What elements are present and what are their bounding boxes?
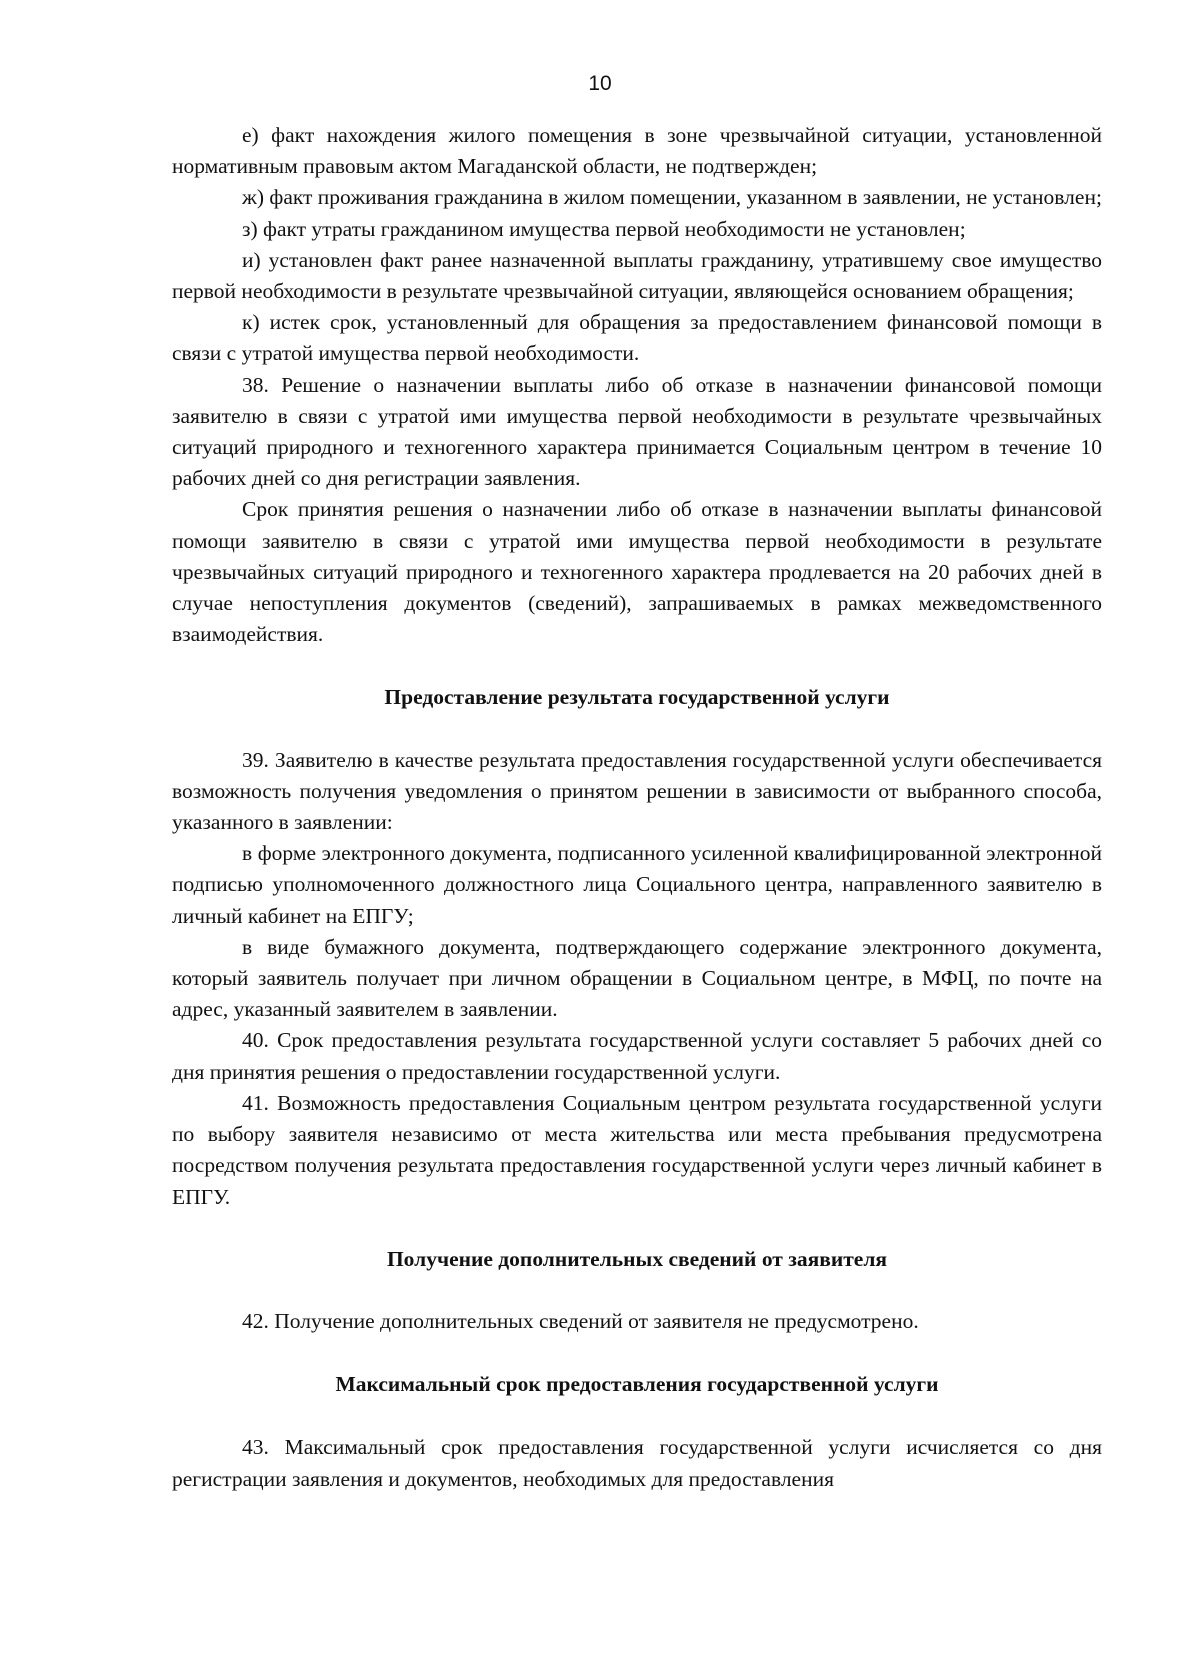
paragraph-item-k: к) истек срок, установленный для обращения за предоставлением финансовой помощи в связи с утратой имущества первой необходимости.	[172, 310, 1102, 366]
paragraph-item-i: и) установлен факт ранее назначенной выплаты гражданину, утратившему свое имущество первой необходимости в результате чрезвычайной ситуации, являющейся основанием обращения;	[172, 247, 1102, 304]
section-heading-max-term: Максимальный срок предоставления государственной услуги	[335, 1372, 939, 1397]
paragraph-38: 38. Решение о назначении выплаты либо об отказе в назначении финансовой помощи заявителю в связи с утратой ими имущества первой необходимости в результате чрезвычайных ситуаций природного и техногенного характера принимается Социальным центром в течение 10 рабочих дней со дня регистрации заявления.	[172, 372, 1102, 491]
document-body	[172, 120, 1102, 1495]
paragraph-39-electronic: в форме электронного документа, подписанного усиленной квалифицированной электронной подписью уполномоченного должностного лица Социального центра, направленного заявителю в личный кабинет на ЕПГУ;	[172, 841, 1102, 928]
section-heading-result: Предоставление результата государственной услуги	[384, 685, 890, 710]
paragraph-42: 42. Получение дополнительных сведений от заявителя не предусмотрено.	[242, 1308, 919, 1333]
section-heading-additional-info: Получение дополнительных сведений от заявителя	[386, 1246, 888, 1271]
paragraph-item-zh: ж) факт проживания гражданина в жилом помещении, указанном в заявлении, не установлен;	[242, 185, 1102, 210]
paragraph-39: 39. Заявителю в качестве результата предоставления государственной услуги обеспечивается возможность получения уведомления о принятом решении в зависимости от выбранного способа, указанного в заявлении:	[172, 747, 1102, 835]
paragraph-item-e: е) факт нахождения жилого помещения в зоне чрезвычайной ситуации, установленной нормативным правовым актом Магаданской области, не подтвержден;	[172, 123, 1102, 179]
paragraph-40: 40. Срок предоставления результата государственной услуги составляет 5 рабочих дней со дня принятия решения о предоставлении государственной услуги.	[172, 1028, 1102, 1084]
paragraph-38-continued: Срок принятия решения о назначении либо об отказе в назначении выплаты финансовой помощи заявителю в связи с утратой ими имущества первой необходимости в результате чрезвычайных ситуаций природного и техногенного характера продлевается на 20 рабочих дней в случае непоступления документов (сведений), запрашиваемых в рамках межведомственного взаимодействия.	[172, 497, 1102, 647]
paragraph-39-paper: в виде бумажного документа, подтверждающего содержание электронного документа, который заявитель получает при личном обращении в Социальном центре, в МФЦ, по почте на адрес, указанный заявителем в заявлении.	[172, 934, 1102, 1022]
paragraph-43: 43. Максимальный срок предоставления государственной услуги исчисляется со дня регистрации заявления и документов, необходимых для предоставления	[172, 1435, 1102, 1491]
page-number: 10	[588, 72, 612, 95]
paragraph-41: 41. Возможность предоставления Социальным центром результата государственной услуги по выбору заявителя независимо от места жительства или места пребывания предусмотрена посредством получения результата предоставления государственной услуги через личный кабинет в ЕПГУ.	[172, 1090, 1102, 1209]
paragraph-item-z: з) факт утраты гражданином имущества первой необходимости не установлен;	[242, 216, 966, 241]
